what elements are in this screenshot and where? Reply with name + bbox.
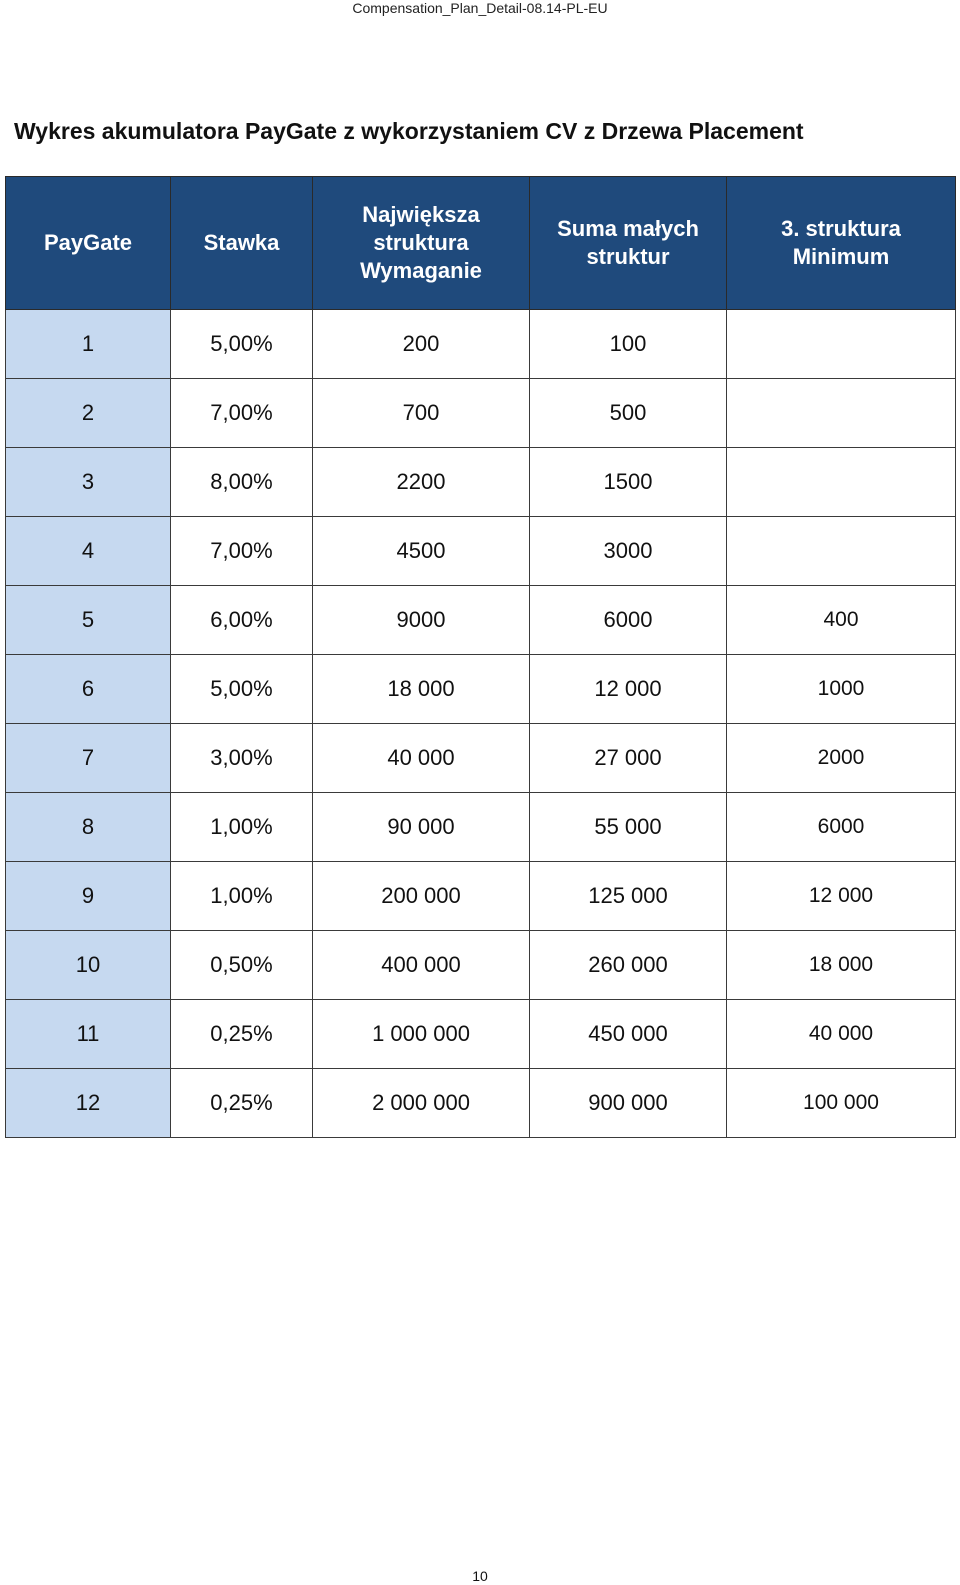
small-structures-sum-cell: 6000 bbox=[530, 586, 727, 655]
third-structure-minimum-cell: 400 bbox=[727, 586, 956, 655]
paygate-cell: 7 bbox=[6, 724, 171, 793]
small-structures-sum-cell: 3000 bbox=[530, 517, 727, 586]
document-filename-header: Compensation_Plan_Detail-08.14-PL-EU bbox=[352, 0, 608, 16]
small-structures-sum-cell: 260 000 bbox=[530, 931, 727, 1000]
small-structures-sum-cell: 100 bbox=[530, 310, 727, 379]
third-structure-minimum-cell: 18 000 bbox=[727, 931, 956, 1000]
paygate-accumulator-table bbox=[5, 176, 956, 1138]
table-row bbox=[6, 379, 956, 448]
rate-cell: 6,00% bbox=[171, 586, 313, 655]
third-structure-minimum-cell bbox=[727, 379, 956, 448]
rate-cell: 5,00% bbox=[171, 655, 313, 724]
page-title: Wykres akumulatora PayGate z wykorzystaniem CV z Drzewa Placement bbox=[14, 118, 804, 144]
paygate-cell: 5 bbox=[6, 586, 171, 655]
table-row bbox=[6, 448, 956, 517]
rate-cell: 0,25% bbox=[171, 1000, 313, 1069]
table-row bbox=[6, 586, 956, 655]
table-header bbox=[6, 177, 956, 310]
rate-cell: 5,00% bbox=[171, 310, 313, 379]
rate-cell: 0,50% bbox=[171, 931, 313, 1000]
rate-cell: 7,00% bbox=[171, 379, 313, 448]
largest-structure-cell: 200 bbox=[313, 310, 530, 379]
paygate-cell: 10 bbox=[6, 931, 171, 1000]
table-row bbox=[6, 862, 956, 931]
small-structures-sum-cell: 900 000 bbox=[530, 1069, 727, 1138]
paygate-cell: 9 bbox=[6, 862, 171, 931]
small-structures-sum-cell: 27 000 bbox=[530, 724, 727, 793]
largest-structure-cell: 1 000 000 bbox=[313, 1000, 530, 1069]
paygate-cell: 4 bbox=[6, 517, 171, 586]
rate-cell: 3,00% bbox=[171, 724, 313, 793]
small-structures-sum-cell: 1500 bbox=[530, 448, 727, 517]
third-structure-minimum-cell bbox=[727, 310, 956, 379]
table-row bbox=[6, 793, 956, 862]
small-structures-sum-cell: 12 000 bbox=[530, 655, 727, 724]
third-structure-minimum-cell bbox=[727, 517, 956, 586]
paygate-cell: 11 bbox=[6, 1000, 171, 1069]
largest-structure-cell: 2200 bbox=[313, 448, 530, 517]
paygate-cell: 8 bbox=[6, 793, 171, 862]
column-header-largest-structure: Największa struktura Wymaganie bbox=[313, 177, 530, 310]
rate-cell: 7,00% bbox=[171, 517, 313, 586]
table-row bbox=[6, 655, 956, 724]
table-body bbox=[6, 310, 956, 1138]
largest-structure-cell: 18 000 bbox=[313, 655, 530, 724]
third-structure-minimum-cell: 40 000 bbox=[727, 1000, 956, 1069]
paygate-cell: 2 bbox=[6, 379, 171, 448]
small-structures-sum-cell: 450 000 bbox=[530, 1000, 727, 1069]
table-row bbox=[6, 310, 956, 379]
table-row bbox=[6, 1000, 956, 1069]
rate-cell: 0,25% bbox=[171, 1069, 313, 1138]
column-header-small-structures-sum: Suma małych struktur bbox=[530, 177, 727, 310]
paygate-cell: 12 bbox=[6, 1069, 171, 1138]
largest-structure-cell: 9000 bbox=[313, 586, 530, 655]
third-structure-minimum-cell: 6000 bbox=[727, 793, 956, 862]
column-header-third-structure-minimum: 3. struktura Minimum bbox=[727, 177, 956, 310]
largest-structure-cell: 90 000 bbox=[313, 793, 530, 862]
small-structures-sum-cell: 125 000 bbox=[530, 862, 727, 931]
third-structure-minimum-cell: 2000 bbox=[727, 724, 956, 793]
rate-cell: 8,00% bbox=[171, 448, 313, 517]
largest-structure-cell: 2 000 000 bbox=[313, 1069, 530, 1138]
table-row bbox=[6, 724, 956, 793]
table-row bbox=[6, 517, 956, 586]
table-row bbox=[6, 931, 956, 1000]
small-structures-sum-cell: 500 bbox=[530, 379, 727, 448]
rate-cell: 1,00% bbox=[171, 862, 313, 931]
third-structure-minimum-cell: 100 000 bbox=[727, 1069, 956, 1138]
paygate-cell: 6 bbox=[6, 655, 171, 724]
page-number: 10 bbox=[472, 1568, 488, 1584]
third-structure-minimum-cell: 1000 bbox=[727, 655, 956, 724]
table-header-row bbox=[6, 177, 956, 310]
third-structure-minimum-cell: 12 000 bbox=[727, 862, 956, 931]
third-structure-minimum-cell bbox=[727, 448, 956, 517]
largest-structure-cell: 40 000 bbox=[313, 724, 530, 793]
table-row bbox=[6, 1069, 956, 1138]
largest-structure-cell: 4500 bbox=[313, 517, 530, 586]
column-header-rate: Stawka bbox=[171, 177, 313, 310]
paygate-cell: 3 bbox=[6, 448, 171, 517]
small-structures-sum-cell: 55 000 bbox=[530, 793, 727, 862]
column-header-paygate: PayGate bbox=[6, 177, 171, 310]
largest-structure-cell: 400 000 bbox=[313, 931, 530, 1000]
rate-cell: 1,00% bbox=[171, 793, 313, 862]
paygate-cell: 1 bbox=[6, 310, 171, 379]
largest-structure-cell: 700 bbox=[313, 379, 530, 448]
largest-structure-cell: 200 000 bbox=[313, 862, 530, 931]
